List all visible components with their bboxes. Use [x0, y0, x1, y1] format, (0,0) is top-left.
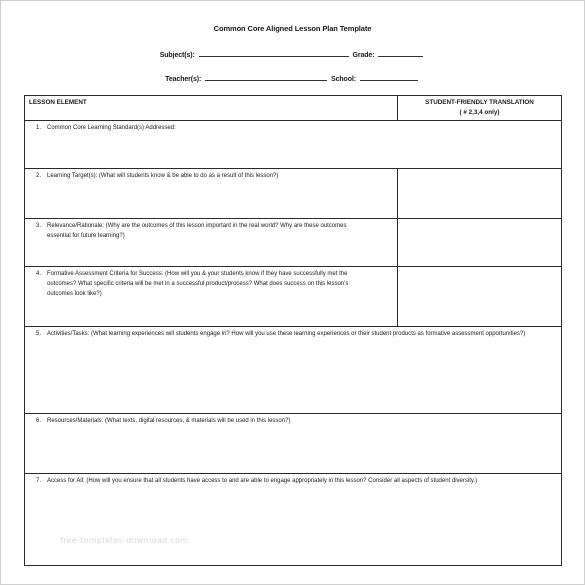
table-row — [25, 414, 562, 474]
row-4-cell[interactable] — [25, 267, 398, 327]
row-2-cell[interactable] — [25, 169, 398, 219]
row-3-cell[interactable] — [25, 219, 398, 267]
row-7-number: 7. — [35, 478, 41, 484]
row-4-text: Formative Assessment Criteria for Success: (How will you & your students know if they have successfully met the outcomes? What specific criteria will be met in a successful product/process? What does success on this lesson’s outcomes look like?) — [47, 271, 349, 297]
header-student-friendly — [398, 96, 562, 121]
grade-label: Grade: — [352, 52, 375, 59]
row-6-cell[interactable] — [25, 414, 562, 474]
row-5-text: Activities/Tasks: (What learning experiences will students engage in? How will you use these learning experiences or their student products as formative assessment opportunities?) — [47, 331, 526, 337]
row-1-cell[interactable] — [25, 121, 562, 169]
row-6-number: 6. — [35, 418, 41, 424]
grade-blank[interactable] — [378, 48, 423, 57]
table-row — [25, 121, 562, 169]
lesson-plan-table — [24, 95, 562, 566]
row-3-translation-cell[interactable] — [398, 219, 562, 267]
row-5-cell[interactable] — [25, 327, 562, 414]
row-3-number: 3. — [35, 223, 41, 229]
teacher-school-line — [0, 72, 585, 83]
table-row — [25, 219, 562, 267]
row-7-cell[interactable] — [25, 474, 562, 566]
header-lesson-element: LESSON ELEMENT — [25, 96, 398, 121]
table-row — [25, 169, 562, 219]
subject-grade-line — [0, 48, 585, 59]
row-3-text: Relevance/Rationale: (Why are the outcomes of this lesson important in the real world? Why are these outcomes essential for future learning?) — [47, 223, 347, 239]
row-4-translation-cell[interactable] — [398, 267, 562, 327]
row-6-text: Resources/Materials: (What texts, digital resources, & materials will be used in this lesson?) — [47, 418, 291, 424]
header-student-friendly-title: STUDENT-FRIENDLY TRANSLATION — [425, 99, 534, 106]
row-2-text: Learning Target(s): (What will students know & be able to do as a result of this lesson?) — [47, 173, 279, 179]
school-label: School: — [331, 76, 356, 83]
row-2-translation-cell[interactable] — [398, 169, 562, 219]
row-7-text: Access for All: (How will you ensure that all students have access to and are able to engage appropriately in this lesson? Consider all aspects of student diversity.) — [47, 478, 478, 484]
row-2-number: 2. — [35, 173, 41, 179]
document-title: Common Core Aligned Lesson Plan Template — [213, 24, 372, 33]
table-header-row — [25, 96, 562, 121]
table-row — [25, 474, 562, 566]
watermark: free-templates-download.com — [60, 536, 189, 545]
school-blank[interactable] — [360, 72, 418, 81]
row-5-number: 5. — [35, 331, 41, 337]
teacher-label: Teacher(s): — [165, 76, 202, 83]
header-student-friendly-sub: ( # 2,3,4 only) — [459, 109, 500, 116]
table-row — [25, 327, 562, 414]
teacher-blank[interactable] — [205, 72, 327, 81]
row-4-number: 4. — [35, 271, 41, 277]
table-row — [25, 267, 562, 327]
subject-blank[interactable] — [199, 48, 349, 57]
row-1-number: 1. — [35, 125, 41, 131]
subject-label: Subject(s): — [159, 52, 195, 59]
row-1-text: Common Core Learning Standard(s) Addressed: — [47, 125, 176, 131]
